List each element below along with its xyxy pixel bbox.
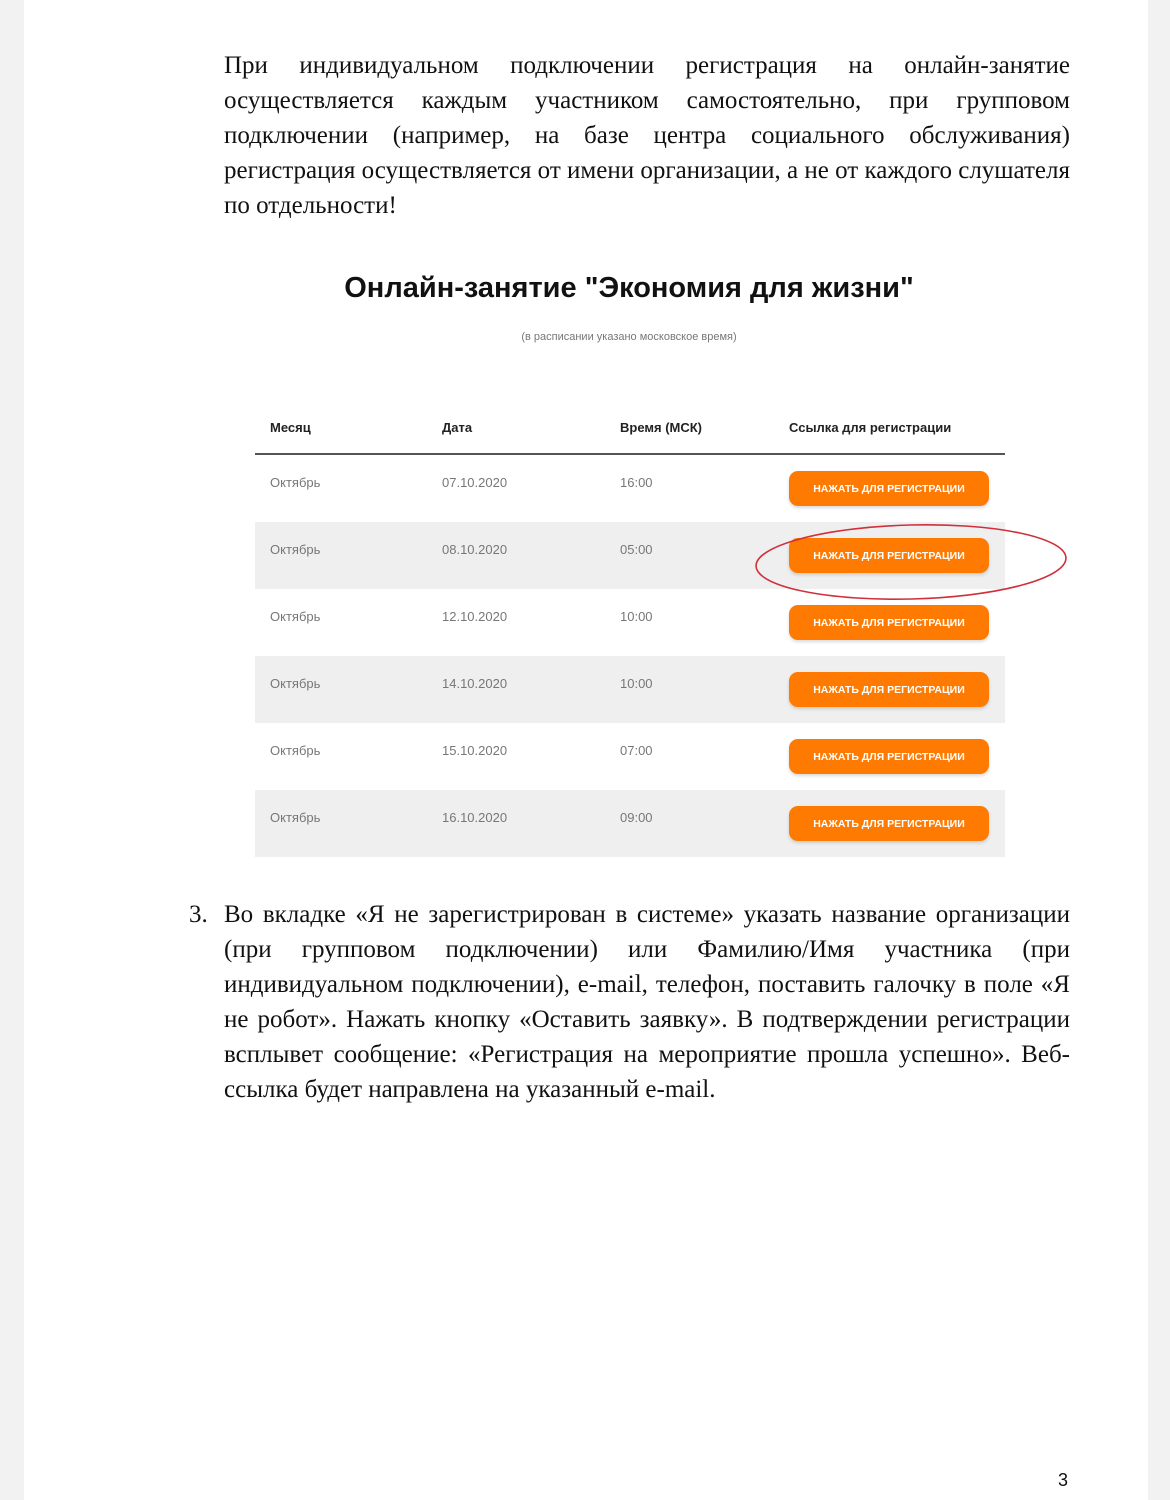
- register-button[interactable]: НАЖАТЬ ДЛЯ РЕГИСТРАЦИИ: [789, 739, 989, 774]
- schedule-table: [255, 405, 1005, 857]
- schedule-subtitle: (в расписании указано московское время): [521, 331, 737, 343]
- cell-date: 07.10.2020: [442, 475, 508, 490]
- register-button[interactable]: НАЖАТЬ ДЛЯ РЕГИСТРАЦИИ: [789, 538, 989, 573]
- register-button[interactable]: НАЖАТЬ ДЛЯ РЕГИСТРАЦИИ: [789, 806, 989, 841]
- table-row: [255, 455, 1005, 522]
- cell-date: 08.10.2020: [442, 542, 508, 557]
- table-row: [255, 790, 1005, 857]
- cell-time: 07:00: [620, 743, 653, 758]
- cell-date: 16.10.2020: [442, 810, 508, 825]
- header-month: Месяц: [270, 420, 311, 435]
- cell-month: Октябрь: [270, 743, 321, 758]
- table-header: [255, 405, 1005, 455]
- cell-month: Октябрь: [270, 475, 321, 490]
- table-row: [255, 522, 1005, 589]
- register-button[interactable]: НАЖАТЬ ДЛЯ РЕГИСТРАЦИИ: [789, 672, 989, 707]
- table-row: [255, 656, 1005, 723]
- register-button[interactable]: НАЖАТЬ ДЛЯ РЕГИСТРАЦИИ: [789, 471, 989, 506]
- cell-time: 10:00: [620, 676, 653, 691]
- page-number: 3: [1058, 1470, 1069, 1490]
- schedule-title: Онлайн-занятие "Экономия для жизни": [344, 272, 914, 304]
- document-page: [24, 0, 1148, 1500]
- list-item-text: Во вкладке «Я не зарегистрирован в системе» указать название организации (при групповом подключении) или Фамилию/Имя участника (при индивидуальном подключении), e-mail, телефон, поставить галочку в поле «Я не робот». Нажать кнопку «Оставить заявку». В подтверждении регистрации всплывет сообщение: «Регистрация на мероприятие прошла успешно». Веб-ссылка будет направлена на указанный e-mail.: [224, 901, 1070, 1103]
- table-row: [255, 723, 1005, 790]
- cell-time: 10:00: [620, 609, 653, 624]
- register-button[interactable]: НАЖАТЬ ДЛЯ РЕГИСТРАЦИИ: [789, 605, 989, 640]
- cell-time: 16:00: [620, 475, 653, 490]
- cell-date: 14.10.2020: [442, 676, 508, 691]
- table-row: [255, 589, 1005, 656]
- cell-time: 09:00: [620, 810, 653, 825]
- cell-date: 12.10.2020: [442, 609, 508, 624]
- cell-month: Октябрь: [270, 542, 321, 557]
- cell-month: Октябрь: [270, 810, 321, 825]
- header-date: Дата: [442, 420, 473, 435]
- list-item-number: 3.: [189, 901, 208, 928]
- cell-date: 15.10.2020: [442, 743, 508, 758]
- cell-month: Октябрь: [270, 609, 321, 624]
- intro-paragraph: При индивидуальном подключении регистрация на онлайн-занятие осуществляется каждым участником самостоятельно, при групповом подключении (например, на базе центра социального обслуживания) регистрация осуществляется от имени организации, а не от каждого слушателя по отдельности!: [224, 52, 1070, 219]
- header-time: Время (МСК): [620, 420, 703, 435]
- cell-month: Октябрь: [270, 676, 321, 691]
- cell-time: 05:00: [620, 542, 653, 557]
- header-link: Ссылка для регистрации: [789, 420, 952, 435]
